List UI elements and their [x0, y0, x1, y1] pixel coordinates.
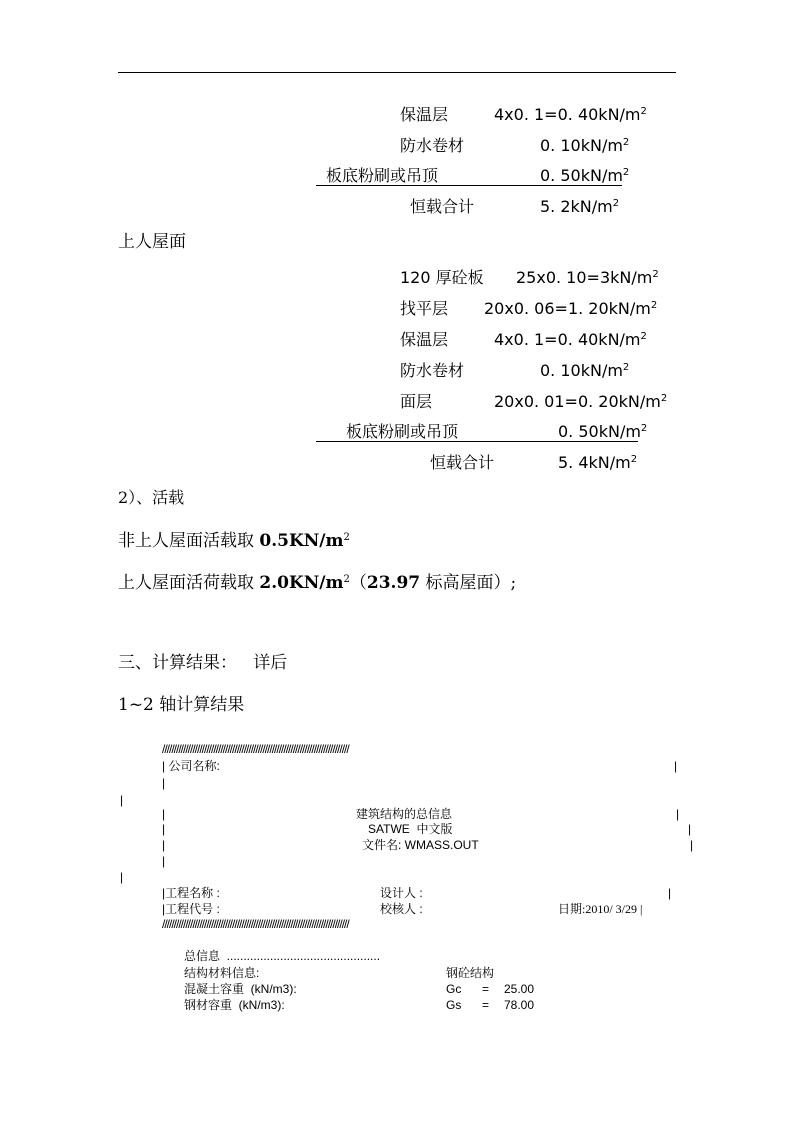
report-border-bottom: ////////////////////////////////////////////////////////////////////////////////	[162, 917, 349, 931]
report-bar: |	[668, 886, 672, 900]
report-concrete-symbol: Gc	[446, 982, 462, 996]
roof1-row-label: 防水卷材	[400, 136, 465, 155]
report-concrete-value: 25.00	[504, 982, 535, 996]
report-bar: |	[162, 838, 166, 852]
roof1-row-value: 0. $50kN/m^2$	[540, 166, 630, 185]
roof2-row-value: 20x0. 06=1. $20kN/m^2$	[484, 299, 658, 318]
report-project-code: |工程代号 :	[162, 902, 220, 916]
report-bar: |	[674, 759, 678, 773]
report-bar: |	[688, 822, 692, 836]
report-company-label: | 公司名称:	[162, 759, 220, 773]
roof2-row-label: 120 厚砼板	[400, 268, 484, 287]
roof2-row-label: 板底粉刷或吊顶	[346, 422, 459, 441]
roof2-row-value: 0. $50kN/m^2$	[558, 422, 648, 441]
roof2-row-label: 面层	[400, 392, 433, 411]
report-bar: |	[676, 807, 680, 821]
report-material-label: 结构材料信息:	[184, 966, 260, 980]
roof2-total-label: 恒载合计	[430, 453, 495, 472]
report-designer: 设计人 :	[380, 886, 423, 900]
report-steel-value: 78.00	[504, 998, 535, 1012]
report-bar: |	[120, 793, 124, 807]
report-bar: |	[162, 776, 166, 790]
report-version: SATWE 中文版	[368, 822, 453, 836]
roof1-row-label: 保温层	[400, 105, 449, 124]
roof1-row-label: 板底粉刷或吊顶	[326, 166, 439, 185]
report-concrete-label: 混凝土容重 (kN/m3):	[184, 982, 297, 996]
report-filename: 文件名: WMASS.OUT	[362, 838, 479, 852]
report-material-value: 钢砼结构	[446, 966, 495, 980]
header-rule	[118, 72, 676, 73]
report-concrete-eq: =	[482, 982, 490, 996]
roof2-heading: 上人屋面	[118, 232, 186, 252]
report-bar: |	[162, 854, 166, 868]
report-bar: |	[162, 807, 166, 821]
roof2-row-value: 0. $10kN/m^2$	[540, 361, 630, 380]
roof2-sum-rule	[316, 441, 638, 442]
roof2-row-label: 保温层	[400, 330, 449, 349]
report-steel-label: 钢材容重 (kN/m3):	[184, 998, 285, 1012]
live-load-line-2: 上人屋面活荷载取 $2.0KN/m^2(23.97$ 标高屋面）;	[118, 573, 517, 593]
roof1-sum-rule	[316, 185, 622, 186]
report-steel-symbol: Gs	[446, 998, 462, 1012]
report-bar: |	[690, 838, 694, 852]
live-load-heading: 2）、活载	[118, 488, 185, 507]
results-heading: 三、计算结果： 详后	[118, 653, 288, 673]
roof1-row-value: 4x0. 1=0. $40kN/m^2$	[494, 105, 647, 124]
roof1-row-value: 0. $10kN/m^2$	[540, 136, 630, 155]
report-bar: |	[120, 870, 124, 884]
results-subheading: 1~2 轴计算结果	[118, 695, 245, 715]
roof2-row-label: 防水卷材	[400, 361, 465, 380]
roof2-row-value: 4x0. 1=0. $40kN/m^2$	[494, 330, 647, 349]
report-border-top: ////////////////////////////////////////////////////////////////////////////////	[162, 742, 349, 756]
report-steel-eq: =	[482, 998, 490, 1012]
report-checker: 校核人 :	[380, 902, 423, 916]
roof1-total-label: 恒载合计	[410, 197, 475, 216]
report-summary-title: 总信息 ..............................................	[184, 949, 381, 963]
roof2-row-label: 找平层	[400, 299, 449, 318]
report-bar: |	[162, 822, 166, 836]
roof2-row-value: 25x0. $10=3kN/m^2$	[516, 268, 659, 287]
roof2-row-value: 20x0. 01=0. $20kN/m^2$	[494, 392, 668, 411]
live-load-line-1: 非上人屋面活载取 $0.5KN/m^2$	[118, 531, 350, 551]
report-project-name: |工程名称 :	[162, 886, 220, 900]
report-date: 日期:2010/ 3/29 |	[558, 902, 643, 916]
roof1-total-value: 5. $2kN/m^2$	[540, 197, 620, 216]
roof2-total-value: 5. $4kN/m^2$	[558, 453, 638, 472]
report-title: 建筑结构的总信息	[356, 807, 453, 821]
